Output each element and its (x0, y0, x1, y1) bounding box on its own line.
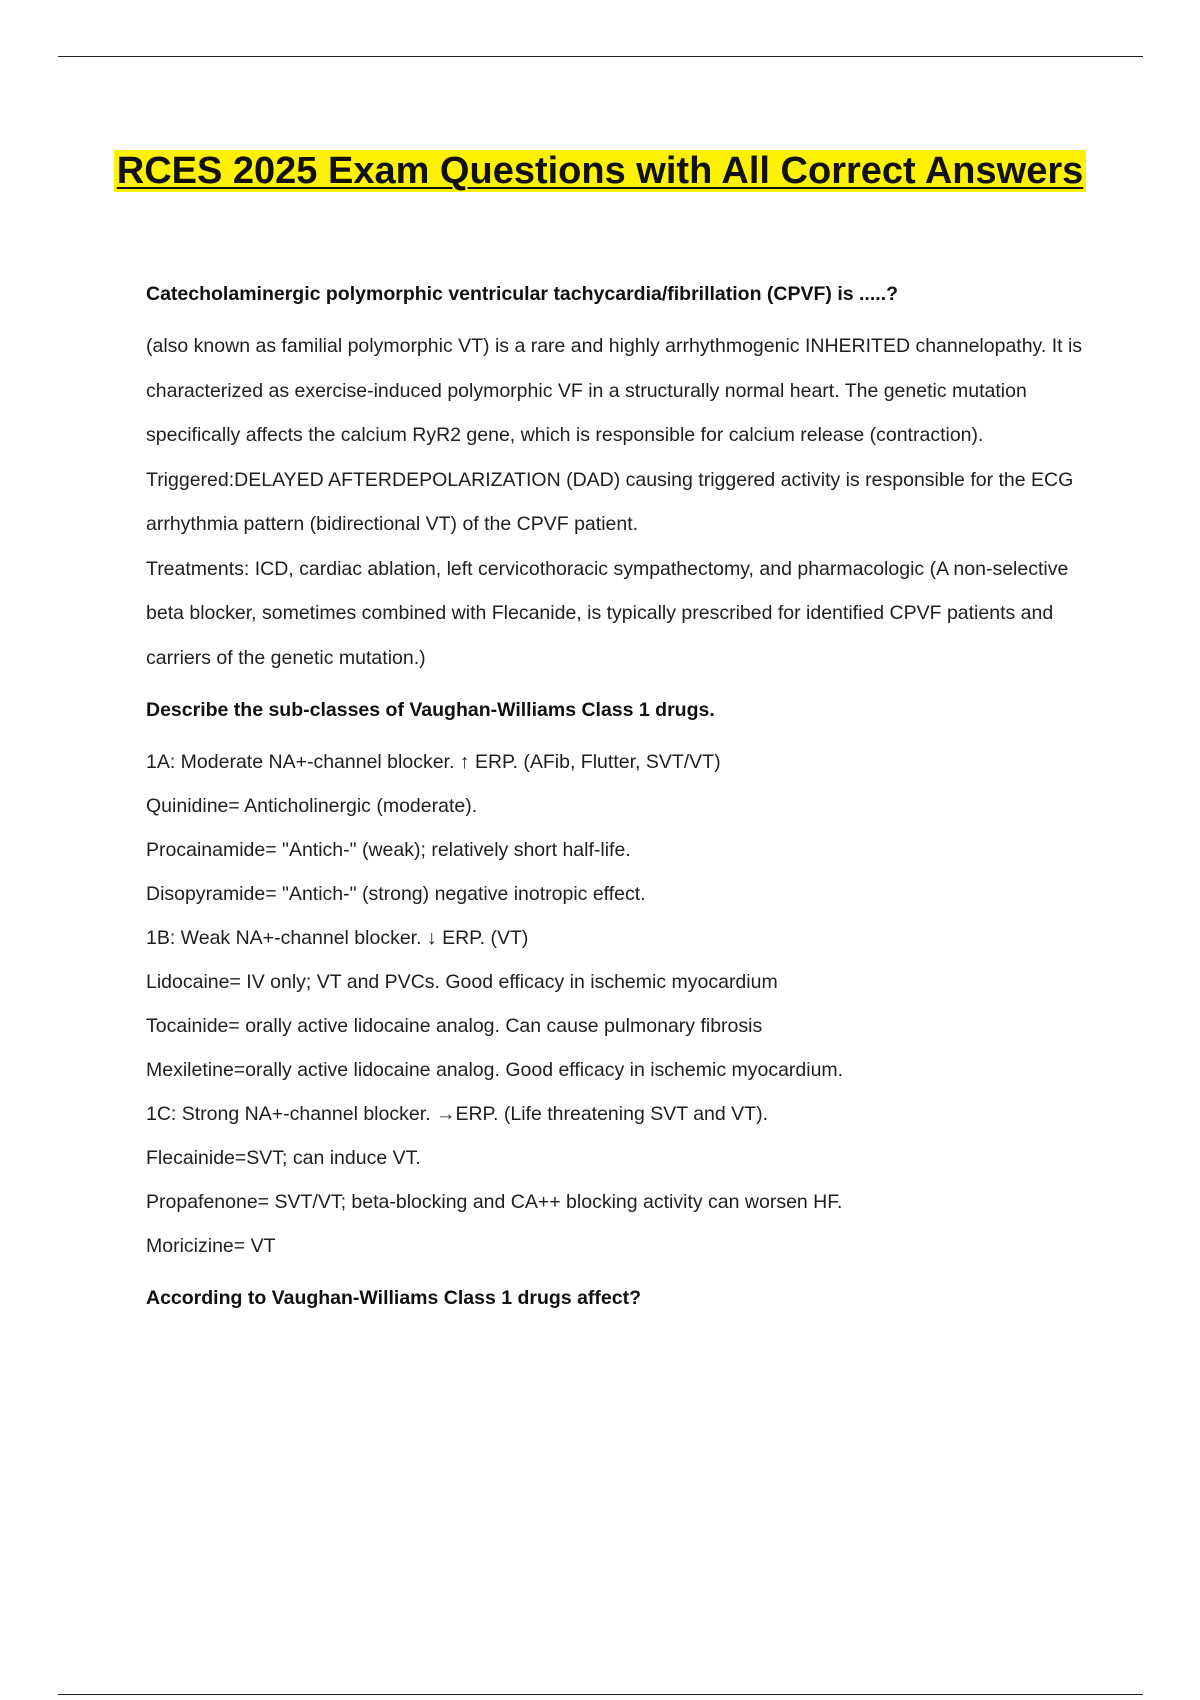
answer-paragraph: (also known as familial polymorphic VT) is a rare and highly arrhythmogenic INHERITED channelopathy. It is characterized as exercise-induced polymorphic VF in a structurally normal heart. The genetic mutation specifically affects the calcium RyR2 gene, which is responsible for calcium release (contraction). (146, 335, 1083, 446)
answer-line: 1B: Weak NA+-channel blocker. ↓ ERP. (VT) (146, 927, 529, 949)
answer-paragraph: Triggered:DELAYED AFTERDEPOLARIZATION (DAD) causing triggered activity is responsible for the ECG arrhythmia pattern (bidirectional VT) of the CPVF patient. (146, 468, 1074, 535)
answer-line: Propafenone= SVT/VT; beta-blocking and CA++ blocking activity can worsen HF. (146, 1191, 843, 1213)
question-heading: According to Vaughan-Williams Class 1 drugs affect? (146, 1287, 642, 1309)
qa-item (146, 1282, 1106, 1314)
title-block (0, 142, 1200, 200)
question-heading: Describe the sub-classes of Vaughan-Williams Class 1 drugs. (146, 699, 715, 721)
answer-line: Tocainide= orally active lidocaine analog. Can cause pulmonary fibrosis (146, 1015, 763, 1037)
header-rule (58, 56, 1143, 57)
answer-block (146, 324, 1106, 680)
answer-line: Lidocaine= IV only; VT and PVCs. Good efficacy in ischemic myocardium (146, 971, 778, 993)
answer-line: 1C: Strong NA+-channel blocker. →ERP. (Life threatening SVT and VT). (146, 1103, 768, 1125)
question-heading: Catecholaminergic polymorphic ventricular tachycardia/fibrillation (CPVF) is .....? (146, 283, 899, 305)
document-title: RCES 2025 Exam Questions with All Correct Answers (114, 150, 1087, 192)
answer-line: Disopyramide= "Antich-" (strong) negative inotropic effect. (146, 883, 646, 905)
answer-block (146, 740, 1106, 1268)
answer-line: Mexiletine=orally active lidocaine analog. Good efficacy in ischemic myocardium. (146, 1059, 844, 1081)
answer-line: Moricizine= VT (146, 1235, 276, 1257)
qa-item (146, 694, 1106, 1268)
answer-paragraph: Treatments: ICD, cardiac ablation, left cervicothoracic sympathectomy, and pharmacologic (A non-selective beta blocker, sometimes combined with Flecanide, is typically prescribed for identified CPVF patients and carriers of the genetic mutation.) (146, 557, 1069, 669)
answer-line: Quinidine= Anticholinergic (moderate). (146, 795, 478, 817)
answer-line: 1A: Moderate NA+-channel blocker. ↑ ERP. (AFib, Flutter, SVT/VT) (146, 751, 721, 773)
answer-line: Flecainide=SVT; can induce VT. (146, 1147, 421, 1169)
qa-item (146, 278, 1106, 680)
footer-rule (58, 1694, 1143, 1695)
answer-line: Procainamide= "Antich-" (weak); relatively short half-life. (146, 839, 631, 861)
document-body (146, 278, 1106, 1314)
